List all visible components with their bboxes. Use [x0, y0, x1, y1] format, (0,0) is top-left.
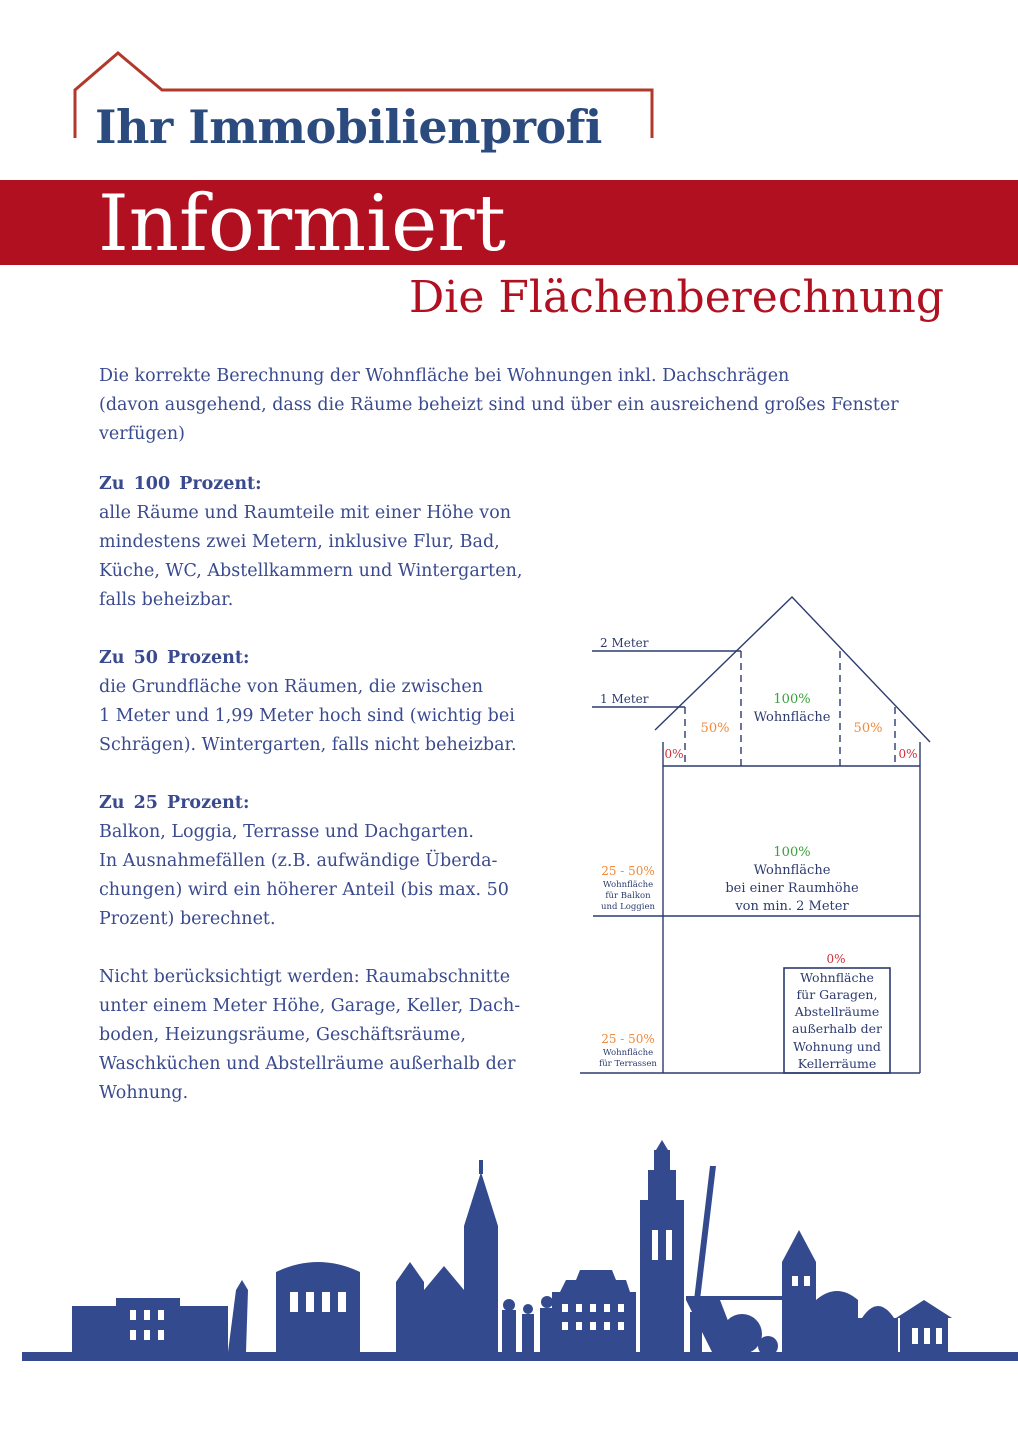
label-1-meter: 1 Meter — [600, 692, 649, 706]
section-100-percent — [99, 470, 569, 615]
section-line: Nicht berücksichtigt werden: Raumabschnitte — [99, 967, 511, 987]
section-line: mindestens zwei Metern, inklusive Flur, Bad, — [99, 532, 500, 552]
balcony-percent: 25 - 50% — [601, 864, 655, 878]
floor-label-3: von min. 2 Meter — [735, 899, 849, 914]
terrace-percent: 25 - 50% — [601, 1032, 655, 1046]
intro-line: (davon ausgehend, dass die Räume beheizt sind und über ein ausreichend großes Fenster — [99, 395, 899, 415]
rules-column — [99, 470, 569, 1137]
balcony-label-2: für Balkon — [605, 891, 651, 901]
roof-half-right: 50% — [853, 721, 883, 736]
section-line: Balkon, Loggia, Terrasse und Dachgarten. — [99, 822, 474, 842]
cellar-label-4: außerhalb der — [791, 1021, 883, 1036]
floor-label-2: bei einer Raumhöhe — [725, 881, 859, 896]
cellar-percent: 0% — [826, 952, 846, 966]
floor-label-1: Wohnfläche — [753, 863, 831, 878]
section-line: Waschküchen und Abstellräume außerhalb der — [99, 1054, 516, 1074]
roof-half-left: 50% — [700, 721, 730, 736]
terrace-label-1: Wohnfläche — [602, 1048, 654, 1058]
section-line: In Ausnahmefällen (z.B. aufwändige Überda- — [99, 851, 498, 871]
page-title: Informiert — [98, 179, 506, 269]
section-line: boden, Heizungsräume, Geschäftsräume, — [99, 1025, 466, 1045]
label-2-meter: 2 Meter — [600, 636, 649, 650]
intro-line: verfügen) — [99, 424, 186, 444]
cellar-label-1: Wohnfläche — [800, 970, 874, 985]
section-line: Prozent) berechnet. — [99, 909, 276, 929]
section-heading: Zu 50 Prozent: — [99, 648, 250, 668]
section-line: die Grundfläche von Räumen, die zwischen — [99, 677, 483, 697]
section-line: Wohnung. — [99, 1083, 189, 1103]
terrace-label-2: für Terrassen — [599, 1059, 657, 1069]
cellar-label-3: Abstellräume — [794, 1004, 880, 1019]
floor-percent: 100% — [773, 845, 811, 860]
roof-zero-right: 0% — [898, 747, 918, 761]
page-subtitle: Die Flächenberechnung — [408, 272, 944, 323]
section-heading: Zu 100 Prozent: — [99, 474, 262, 494]
section-50-percent — [99, 644, 569, 760]
section-line: chungen) wird ein höherer Anteil (bis max. 50 — [99, 880, 509, 900]
section-25-percent — [99, 789, 569, 934]
roof-zero-left: 0% — [664, 747, 684, 761]
intro-line: Die korrekte Berechnung der Wohnfläche bei Wohnungen inkl. Dachschrägen — [99, 366, 790, 386]
section-heading: Zu 25 Prozent: — [99, 793, 250, 813]
roof-full-percent: 100% — [773, 692, 811, 707]
intro-text — [99, 362, 929, 449]
section-line: falls beheizbar. — [99, 590, 234, 610]
section-line: Küche, WC, Abstellkammern und Wintergarten, — [99, 561, 523, 581]
section-line: Schrägen). Wintergarten, falls nicht beheizbar. — [99, 735, 517, 755]
balcony-label-3: und Loggien — [601, 902, 655, 912]
section-line: unter einem Meter Höhe, Garage, Keller, Dach- — [99, 996, 521, 1016]
logo-text: Ihr Immobilienprofi — [95, 100, 602, 154]
cellar-label-2: für Garagen, — [796, 987, 878, 1002]
section-not-counted — [99, 963, 569, 1108]
cellar-label-5: Wohnung und — [793, 1039, 881, 1054]
section-line: alle Räume und Raumteile mit einer Höhe von — [99, 503, 512, 523]
roof-full-label: Wohnfläche — [753, 710, 831, 725]
balcony-label-1: Wohnfläche — [602, 880, 654, 890]
cellar-label-6: Kellerräume — [797, 1056, 877, 1071]
house-area-diagram — [570, 580, 950, 1100]
section-line: 1 Meter und 1,99 Meter hoch sind (wichtig bei — [99, 706, 515, 726]
city-skyline-illustration — [0, 1130, 1018, 1370]
